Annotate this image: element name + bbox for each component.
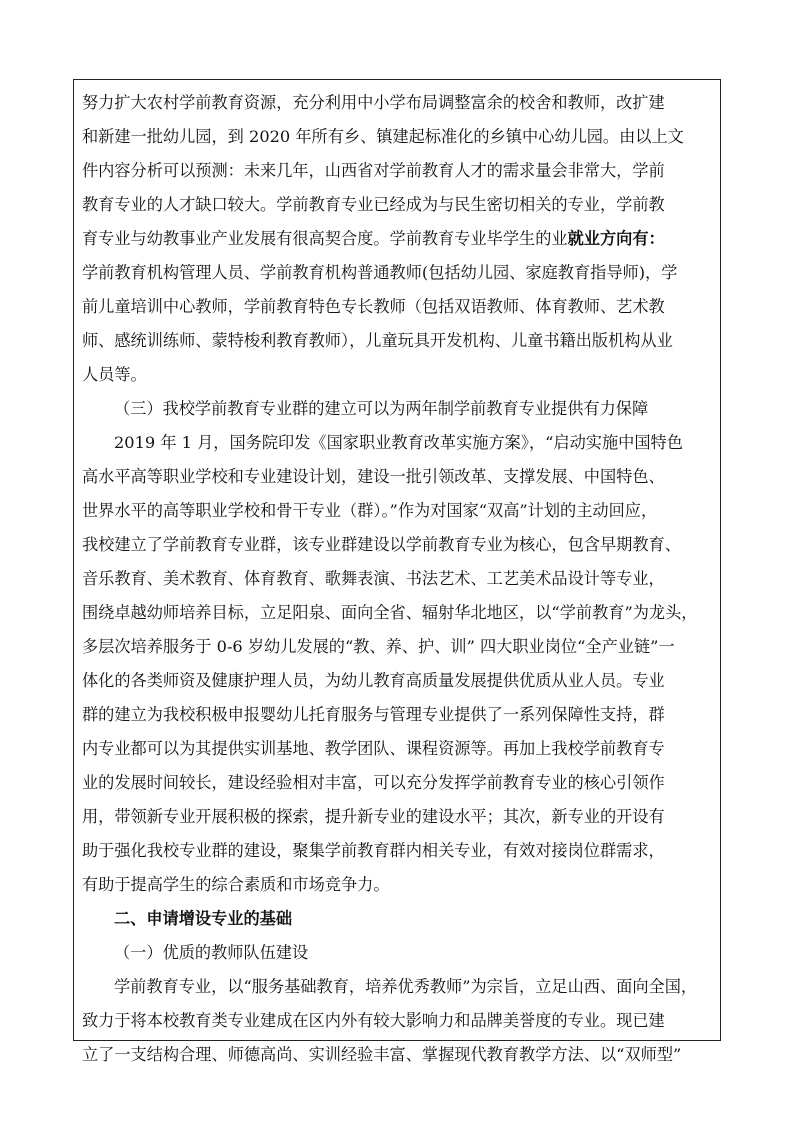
text-line: 体化的各类师资及健康护理人员，为幼儿教育高质量发展提供优质从业人员。专业	[82, 671, 665, 690]
text-line: 我校建立了学前教育专业群，该专业群建设以学前教育专业为核心，包含早期教育、	[82, 535, 681, 554]
text-line: 多层次培养服务于 0-6 岁幼儿发展的“教、养、护、训” 四大职业岗位“全产业链”一	[82, 637, 675, 656]
subsection-heading: （一）优质的教师队伍建设	[114, 943, 309, 962]
text-line: 世界水平的高等职业学校和骨干专业（群）。”作为对国家“双高”计划的主动回应，	[82, 501, 658, 520]
text-line: 围绕卓越幼师培养目标，立足阳泉、面向全省、辐射华北地区，以“学前教育”为龙头，	[82, 603, 698, 622]
subsection-heading: （三）我校学前教育专业群的建立可以为两年制学前教育专业提供有力保障	[114, 399, 649, 418]
text-line: 用，带领新专业开展积极的探索，提升新专业的建设水平；其次，新专业的开设有	[82, 807, 665, 826]
section-heading: 二、申请增设专业的基础	[114, 909, 293, 928]
text-line: 人员等。	[82, 365, 147, 384]
text-line: 业的发展时间较长，建设经验相对丰富，可以充分发挥学前教育专业的核心引领作	[82, 773, 665, 792]
text-line: 学前教育机构管理人员、学前教育机构普通教师(包括幼儿园、家庭教育指导师)，学	[82, 263, 678, 282]
text-line: 内专业都可以为其提供实训基地、教学团队、课程资源等。再加上我校学前教育专	[82, 739, 665, 758]
text-line: 群的建立为我校积极申报婴幼儿托育服务与管理专业提供了一系列保障性支持，群	[82, 705, 665, 724]
text-line: 助于强化我校专业群的建设，聚集学前教育群内相关专业，有效对接岗位群需求，	[82, 841, 665, 860]
paragraph-start: 学前教育专业，以“服务基础教育，培养优秀教师”为宗旨，立足山西、面向全国，	[114, 977, 698, 996]
text-line: 致力于将本校教育类专业建成在区内外有较大影响力和品牌美誉度的专业。现已建	[82, 1011, 665, 1030]
text-line: 和新建一批幼儿园，到 2020 年所有乡、镇建起标准化的乡镇中心幼儿园。由以上文	[82, 127, 684, 146]
text-line: 音乐教育、美术教育、体育教育、歌舞表演、书法艺术、工艺美术品设计等专业，	[82, 569, 665, 588]
text-line: 教育专业的人才缺口较大。学前教育专业已经成为与民生密切相关的专业，学前教	[82, 195, 665, 214]
text-line: 高水平高等职业学校和专业建设计划，建设一批引领改革、支撑发展、中国特色、	[82, 467, 665, 486]
text-line: 师、感统训练师、蒙特梭利教育教师），儿童玩具开发机构、儿童书籍出版机构从业	[82, 331, 673, 350]
text-line: 件内容分析可以预测：未来几年，山西省对学前教育人才的需求量会非常大，学前	[82, 161, 665, 180]
bold-phrase: 就业方向有：	[567, 229, 665, 248]
text-segment: 育专业与幼教事业产业发展有很高契合度。学前教育专业毕学生的业	[82, 229, 568, 248]
text-line: 有助于提高学生的综合素质和市场竞争力。	[82, 875, 390, 894]
text-line: 立了一支结构合理、师德高尚、实训经验丰富、掌握现代教育教学方法、以“双师型”	[82, 1045, 682, 1064]
text-line: 努力扩大农村学前教育资源，充分利用中小学布局调整富余的校舍和教师，改扩建	[82, 93, 665, 112]
paragraph-start: 2019 年 1 月，国务院印发《国家职业教育改革实施方案》，“启动实施中国特色	[114, 433, 683, 452]
text-line-with-bold	[82, 222, 714, 256]
text-line: 前儿童培训中心教师，学前教育特色专长教师（包括双语教师、体育教师、艺术教	[82, 297, 665, 316]
